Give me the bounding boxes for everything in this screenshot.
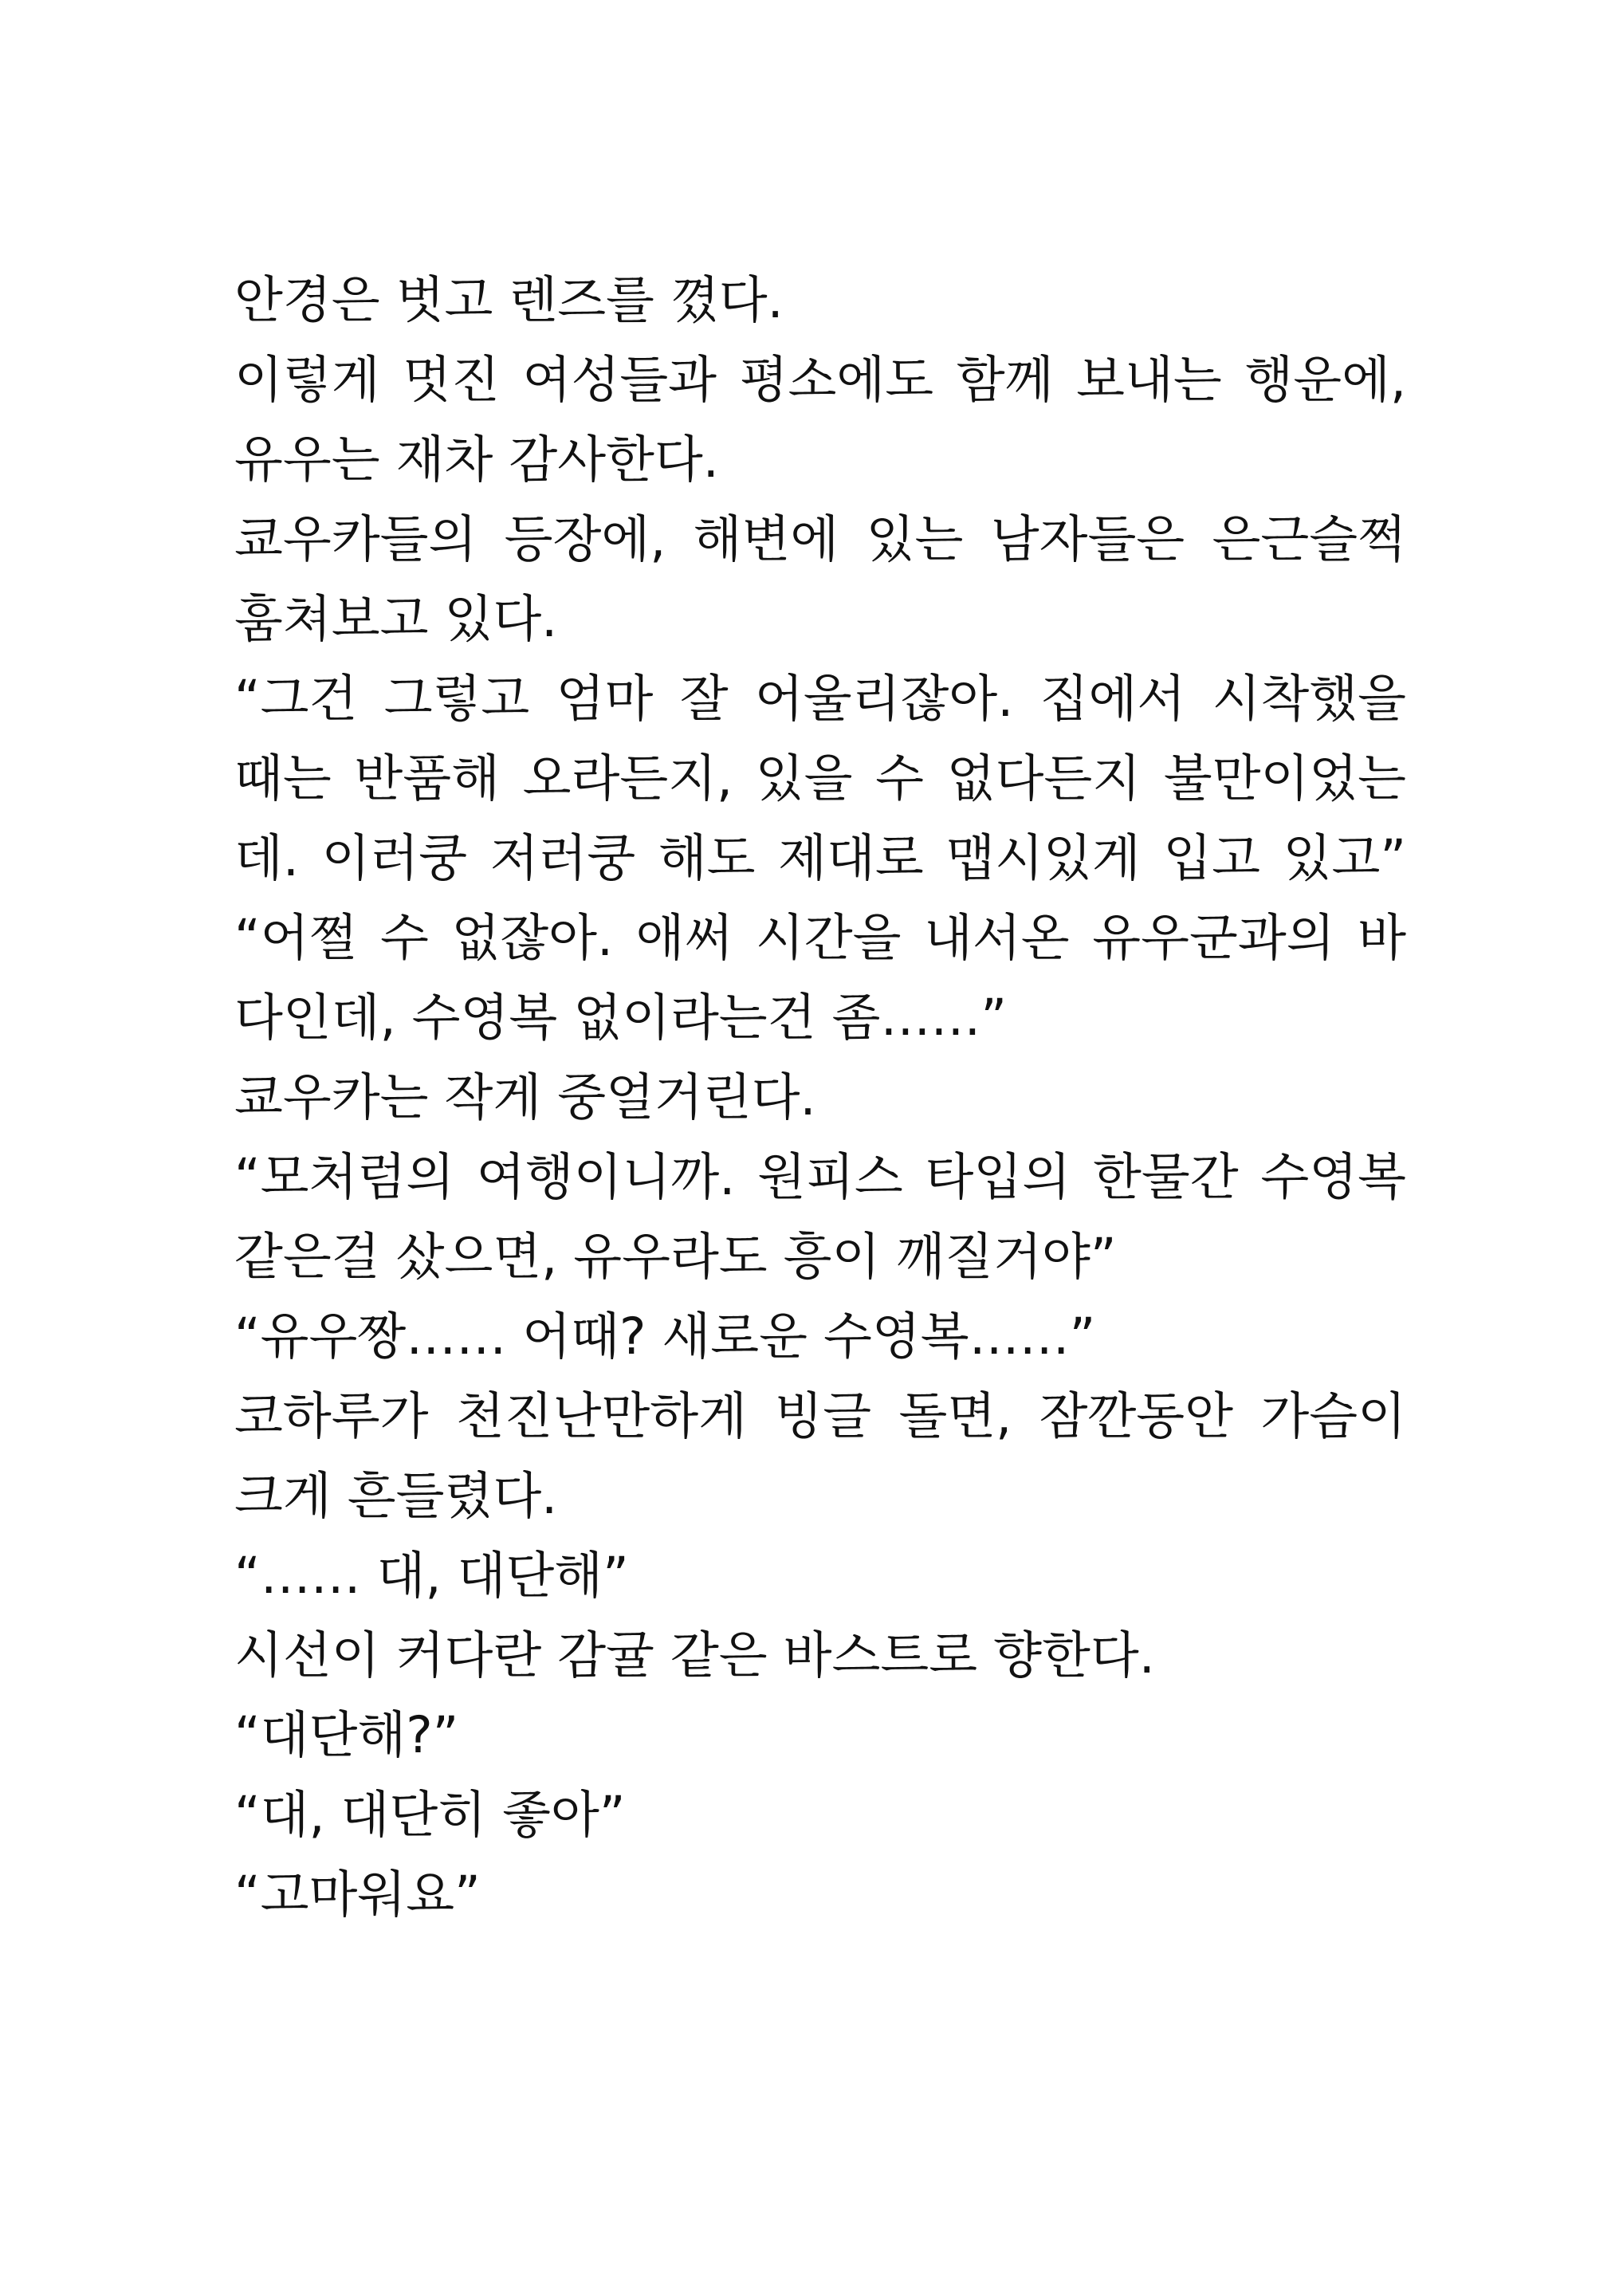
text-line: 데. 이러쿵 저러쿵 해도 제대로 맵시있게 입고 있고”: [234, 829, 1406, 887]
text-line: 다인데, 수영복 없이라는건 좀……”: [234, 989, 1008, 1047]
text-line: 쿄우카는 작게 중얼거린다.: [234, 1068, 816, 1126]
text-line: 코하루가 천진난만하게 빙글 돌면, 잠깐동안 가슴이: [234, 1387, 1406, 1445]
text-line: 쿄우카들의 등장에, 해변에 있는 남자들은 은근슬쩍: [234, 510, 1406, 568]
text-line: 때는 반품해 오라든지, 있을 수 없다든지 불만이었는: [234, 749, 1406, 808]
text-line: 유우는 재차 감사한다.: [234, 431, 719, 489]
text-line: “대, 대단히 좋아”: [234, 1786, 626, 1844]
text-line: “대단해?”: [234, 1706, 459, 1764]
text-line: “모처럼의 여행이니까. 원피스 타입의 한물간 수영복: [234, 1148, 1406, 1206]
text-line: 시선이 커다란 감귤 같은 바스트로 향한다.: [234, 1626, 1155, 1685]
body-text: [234, 261, 1406, 1935]
text-line: “그건 그렇고 엄마 잘 어울리잖아. 집에서 시착했을: [234, 670, 1406, 728]
text-line: 안경은 벗고 렌즈를 꼈다.: [234, 271, 784, 329]
text-line: 이렇게 멋진 여성들과 평소에도 함께 보내는 행운에,: [234, 351, 1406, 409]
text-line: “…… 대, 대단해”: [234, 1547, 629, 1605]
text-line: 크게 흔들렸다.: [234, 1467, 558, 1525]
text-line: 훔쳐보고 있다.: [234, 590, 558, 648]
text-line: 같은걸 샀으면, 유우라도 흥이 깨질거야”: [234, 1228, 1117, 1286]
text-line: “어쩔 수 없잖아. 애써 시간을 내서온 유우군과의 바: [234, 909, 1406, 967]
text-line: “고마워요”: [234, 1866, 481, 1924]
text-line: “유우짱…… 어때? 새로운 수영복……”: [234, 1307, 1096, 1366]
